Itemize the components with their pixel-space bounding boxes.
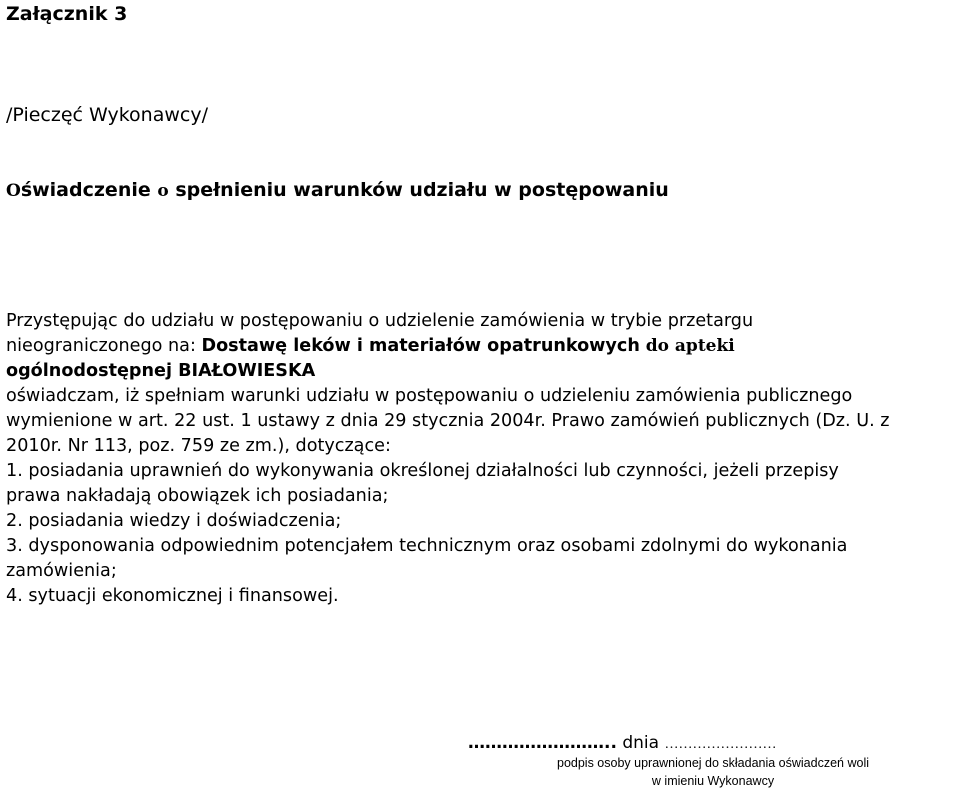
seal-placeholder: /Pieczęć Wykonawcy/ xyxy=(6,104,208,126)
body-line-1: Przystępując do udziału w postępowaniu o udzielenie zamówienia w trybie przetargu xyxy=(6,311,754,331)
signature-caption: podpis osoby uprawnionej do składania oświadczeń woli xyxy=(557,756,869,770)
place-dots: …………………….. xyxy=(468,733,617,753)
condition-3: 3. dysponowania odpowiednim potencjałem technicznym oraz osobami zdolnymi do wykonania xyxy=(6,536,848,556)
condition-1-cont: prawa nakładają obowiązek ich posiadania; xyxy=(6,486,389,506)
tender-subject: Dostawę leków i materiałów opatrunkowych xyxy=(201,336,640,356)
document-title xyxy=(6,179,669,201)
condition-1: 1. posiadania uprawnień do wykonywania określonej działalności lub czynności, jeżeli przepisy xyxy=(6,461,839,481)
signature-caption-2: w imieniu Wykonawcy xyxy=(651,774,775,788)
statement-body xyxy=(6,309,960,609)
title-initial: O xyxy=(6,181,21,201)
body-line-6: 2010r. Nr 113, poz. 759 ze zm.), dotyczące: xyxy=(6,436,391,456)
date-line xyxy=(468,733,776,753)
condition-3-cont: zamówienia; xyxy=(6,561,117,581)
attachment-label: Załącznik 3 xyxy=(6,3,128,25)
title-preposition: o xyxy=(157,181,169,201)
date-dots: …………………… xyxy=(664,737,777,752)
condition-2: 2. posiadania wiedzy i doświadczenia; xyxy=(6,511,342,531)
date-label: dnia xyxy=(616,733,665,753)
pharmacy-type: ogólnodostępnej xyxy=(6,361,172,381)
title-word: świadczenie xyxy=(20,179,158,201)
body-line-2-prefix: nieograniczonego na: xyxy=(6,336,202,356)
tender-subject-suffix: do apteki xyxy=(639,336,735,356)
title-rest: spełnieniu warunków udziału w postępowaniu xyxy=(168,179,669,201)
body-line-5: wymienione w art. 22 ust. 1 ustawy z dnia 29 stycznia 2004r. Prawo zamówień publicznych (Dz. U. z xyxy=(6,411,890,431)
body-line-3 xyxy=(6,359,960,384)
pharmacy-name: BIAŁOWIESKA xyxy=(172,361,316,381)
body-line-2 xyxy=(6,334,960,359)
condition-4: 4. sytuacji ekonomicznej i finansowej. xyxy=(6,586,339,606)
body-line-4: oświadczam, iż spełniam warunki udziału w postępowaniu o udzieleniu zamówienia publicznego xyxy=(6,386,853,406)
